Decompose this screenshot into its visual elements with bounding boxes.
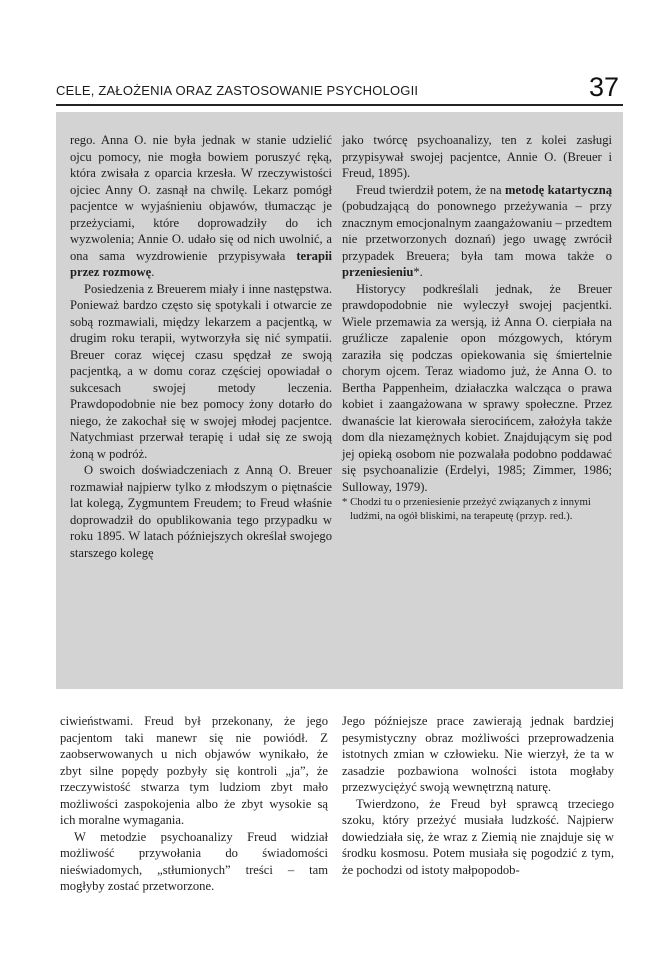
bold-term-przeniesienie: przeniesieniu (342, 265, 414, 279)
body-right-column (342, 713, 614, 878)
text-run: rego. Anna O. nie była jednak w stanie udzielić ojcu pomocy, nie mogła bowiem poruszyć ręką, która zwisała z oparcia krzesła. W rzeczywistości ojciec Anny O. zasnął na chwilę. Lekarz pomógł pacjentce w wyjaśnieniu objawów, tłumacząc je przeżyciami, które doprowadziły do ich wyzwolenia; Annie O. udało się od nich uwolnić, a ona sama wyzdrowienie przypisywała (70, 133, 332, 263)
text-run: (pobudzającą do ponownego przeżywania – przy znacznym emocjonalnym zaangażowaniu – przedtem nie przetworzonych doznań) jego uwagę zwrócił przypadek Breuera; była tam mowa także o (342, 199, 612, 263)
box-left-paragraph-3: O swoich doświadczeniach z Anną O. Breuer rozmawiał najpierw tylko z młodszym o piętnaście lat kolegą, Zygmuntem Freudem; to Freud właśnie doprowadził do opublikowania tego przypadku w roku 1895. W latach późniejszych określał swojego starszego kolegę (70, 463, 332, 560)
running-title: CELE, ZAŁOŻENIA ORAZ ZASTOSOWANIE PSYCHOLOGII (56, 83, 419, 98)
bold-term-terapia: terapii przez rozmowę (70, 248, 332, 279)
bold-term-metoda: metodę katartyczną (505, 182, 613, 197)
box-left-column (70, 132, 332, 561)
body-left-column (60, 713, 328, 895)
footnote-text: Chodzi tu o przeniesienie przeżyć związanych z innymi ludźmi, na ogół bliskimi, na terapeutę (przyp. red.). (350, 496, 591, 522)
text-run: . (151, 265, 155, 279)
body-left-paragraph-1: ciwieństwami. Freud był przekonany, że jego pacjentom taki manewr się nie powiódł. Z zaobserwowanych u nich objawów wynikało, że zbyt silne popędy pozbyły się kontroli „ja”, że rzeczywistość stwarza tym ludziom zbyt mało możliwości zaspokojenia albo że zbyt wysokie są ich moralne wymagania. (60, 714, 328, 827)
text-run: *. (413, 265, 423, 279)
box-right-paragraph-3: Historycy podkreślali jednak, że Breuer prawdopodobnie nie wyleczył swojej pacjentki. Wiele przemawia za wersją, iż Anna O. cierpiała na gruźlicze zapalenie opon mózgowych, którym zaraziła się podczas opiekowania się śmiertelnie chorym ojcem. Teraz wiadomo już, że Anna O. to Bertha Pappenheim, działaczka walcząca o prawa kobiet i zaangażowana w sprawy społeczne. Przez dwanaście lat kierowała sierocińcem, założyła także dom dla niezamężnych kobiet. Znajdującym się pod jej opieką osobom nie pozwalała podobno poddawać się psychoanalizie (Erdelyi, 1985; Zimmer, 1986; Sulloway, 1979). (342, 281, 612, 494)
text-run: Freud twierdził potem, że na (356, 182, 506, 197)
body-right-paragraph-2: Twierdzono, że Freud był sprawcą trzeciego szoku, który przeżyć musiała ludzkość. Najpierw dowiedziała się, że wraz z Ziemią nie znajduje się w środku kosmosu. Potem musiała się pogodzić z tym, że pochodzi od istoty małpopodob- (342, 796, 614, 877)
box-left-paragraph-2: Posiedzenia z Breuerem miały i inne następstwa. Ponieważ bardzo często się spotykali i otwarcie ze sobą rozmawiali, między lekarzem a pacjentką, w drugim roku terapii, wytworzyła się nić sympatii. Breuer coraz więcej czasu spędzał ze swoją pacjentką, a w domu coraz częściej opowiadał o sukcesach swojej metody leczenia. Prawdopodobnie nie bez pomocy żony dotarło do niego, że zakochał się w swojej młodej pacjentce. Natychmiast przerwał terapię i udał się ze swoją żoną w podróż. (70, 281, 332, 461)
box-left-paragraph-1 (70, 132, 332, 281)
box-right-paragraph-1: jako twórcę psychoanalizy, ten z kolei zasługi przypisywał swojej pacjentce, Annie O. (Breuer i Freud, 1895). (342, 133, 612, 180)
footnote-mark: * (342, 496, 348, 508)
body-left-paragraph-2: W metodzie psychoanalizy Freud widział możliwość przywołania do świadomości nieświadomych, „stłumionych” treści – tam mogłyby zostać przetworzone. (60, 829, 328, 893)
running-header (56, 72, 623, 106)
page-number: 37 (588, 72, 619, 102)
body-right-paragraph-1: Jego późniejsze prace zawierają jednak bardziej pesymistyczny obraz możliwości przeprowadzenia istotnych zmian w człowieku. Nie wierzył, że ta w zasadzie pozbawiona wolności istota mogłaby przezwyciężyć swoją wewnętrzną naturę. (342, 714, 614, 794)
box-right-paragraph-2 (342, 182, 612, 281)
footnote (342, 495, 612, 523)
box-right-column (342, 132, 612, 523)
